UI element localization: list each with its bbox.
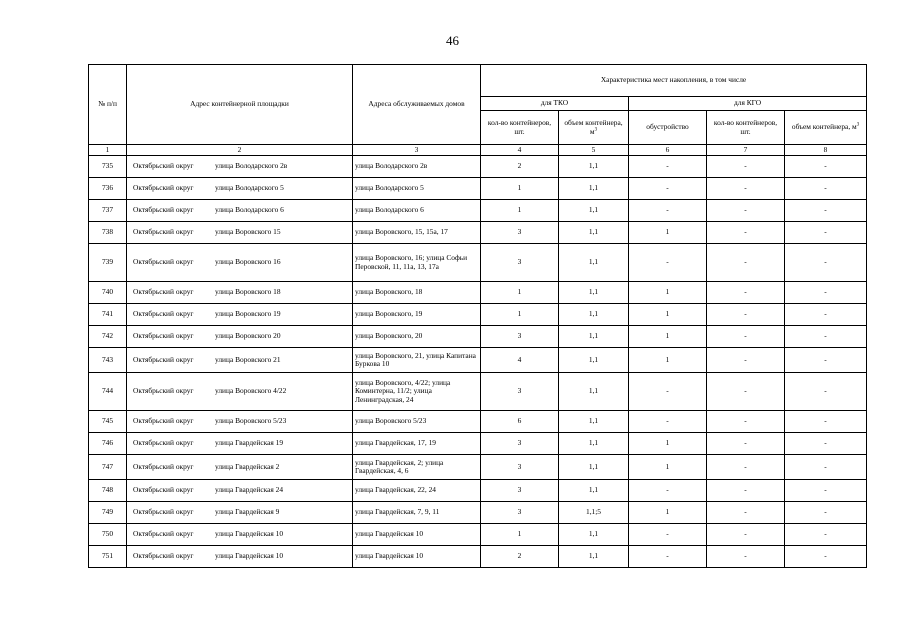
kgo-facility-cell: - — [629, 480, 707, 502]
kgo-volume-cell: - — [785, 156, 867, 178]
site-address-cell — [127, 455, 353, 480]
row-number-cell: 750 — [89, 524, 127, 546]
kgo-facility-cell: - — [629, 546, 707, 568]
row-number-cell: 749 — [89, 502, 127, 524]
district-label: Октябрьский округ — [133, 438, 194, 448]
row-number-cell: 742 — [89, 326, 127, 348]
tko-count-cell: 3 — [481, 455, 559, 480]
site-address-cell — [127, 411, 353, 433]
header-characteristics: Характеристика мест накопления, в том числе — [481, 65, 867, 97]
site-address-cell — [127, 373, 353, 411]
kgo-volume-cell: - — [785, 502, 867, 524]
tko-volume-cell: 1,1 — [559, 282, 629, 304]
column-number: 2 — [127, 145, 353, 156]
kgo-count-cell: - — [707, 524, 785, 546]
served-houses-cell: улица Воровского, 16; улица Софьи Перовской, 11, 11а, 13, 17а — [353, 244, 481, 282]
column-number: 5 — [559, 145, 629, 156]
kgo-count-cell: - — [707, 373, 785, 411]
site-street: улица Володарского 6 — [215, 205, 284, 215]
kgo-count-cell: - — [707, 480, 785, 502]
site-address-cell — [127, 524, 353, 546]
served-houses-cell: улица Гвардейская, 22, 24 — [353, 480, 481, 502]
header-site-address: Адрес контейнерной площадки — [127, 65, 353, 145]
row-number-cell: 746 — [89, 433, 127, 455]
cube-superscript: 3 — [856, 122, 860, 128]
row-number-cell: 744 — [89, 373, 127, 411]
district-label: Октябрьский округ — [133, 205, 194, 215]
site-street: улица Воровского 20 — [215, 331, 281, 341]
tko-volume-cell: 1,1 — [559, 455, 629, 480]
district-label: Октябрьский округ — [133, 386, 194, 396]
kgo-volume-cell: - — [785, 244, 867, 282]
header-kgo-count: кол-во контейнеров, шт. — [707, 111, 785, 145]
table-row — [89, 348, 867, 373]
kgo-facility-cell: 1 — [629, 282, 707, 304]
row-number-cell: 748 — [89, 480, 127, 502]
table-row — [89, 433, 867, 455]
column-number: 6 — [629, 145, 707, 156]
kgo-count-cell: - — [707, 200, 785, 222]
page-number: 46 — [446, 33, 459, 48]
kgo-count-cell: - — [707, 348, 785, 373]
site-address-cell — [127, 282, 353, 304]
container-sites-table — [88, 64, 867, 568]
site-street: улица Воровского 15 — [215, 227, 281, 237]
kgo-volume-cell: - — [785, 200, 867, 222]
site-street: улица Воровского 21 — [215, 354, 281, 364]
cube-superscript: 3 — [594, 127, 598, 133]
served-houses-cell: улица Воровского, 21, улица Капитана Буркова 10 — [353, 348, 481, 373]
table-row — [89, 222, 867, 244]
site-address-cell — [127, 200, 353, 222]
kgo-volume-cell: - — [785, 348, 867, 373]
table-row — [89, 546, 867, 568]
served-houses-cell: улица Гвардейская 10 — [353, 546, 481, 568]
tko-volume-cell: 1,1 — [559, 244, 629, 282]
column-number: 8 — [785, 145, 867, 156]
kgo-count-cell: - — [707, 411, 785, 433]
served-houses-cell: улица Воровского, 15, 15а, 17 — [353, 222, 481, 244]
site-address-cell — [127, 178, 353, 200]
header-tko-volume-label: объем контейнера, м — [564, 118, 623, 136]
district-label: Октябрьский округ — [133, 287, 194, 297]
served-houses-cell: улица Володарского 5 — [353, 178, 481, 200]
header-kgo: для КГО — [629, 97, 867, 111]
district-label: Октябрьский округ — [133, 529, 194, 539]
tko-count-cell: 2 — [481, 546, 559, 568]
district-label: Октябрьский округ — [133, 354, 194, 364]
row-number-cell: 745 — [89, 411, 127, 433]
kgo-count-cell: - — [707, 178, 785, 200]
site-address-cell — [127, 546, 353, 568]
site-street: улица Гвардейская 19 — [215, 438, 284, 448]
row-number-cell: 737 — [89, 200, 127, 222]
table-row — [89, 244, 867, 282]
site-street: улица Гвардейская 24 — [215, 485, 284, 495]
header-row-number: № п/п — [89, 65, 127, 145]
header-kgo-volume-label: объем контейнера, м — [791, 122, 857, 132]
tko-volume-cell: 1,1 — [559, 348, 629, 373]
kgo-volume-cell: - — [785, 282, 867, 304]
table-row — [89, 502, 867, 524]
tko-volume-cell: 1,1 — [559, 546, 629, 568]
kgo-facility-cell: 1 — [629, 304, 707, 326]
tko-volume-cell: 1,1 — [559, 373, 629, 411]
tko-volume-cell: 1,1 — [559, 304, 629, 326]
tko-count-cell: 3 — [481, 326, 559, 348]
tko-volume-cell: 1,1 — [559, 480, 629, 502]
site-address-cell — [127, 433, 353, 455]
tko-volume-cell: 1,1 — [559, 524, 629, 546]
tko-volume-cell: 1,1 — [559, 178, 629, 200]
site-street: улица Воровского 5/23 — [215, 416, 287, 426]
row-number-cell: 747 — [89, 455, 127, 480]
kgo-facility-cell: 1 — [629, 433, 707, 455]
table-row — [89, 411, 867, 433]
kgo-facility-cell: 1 — [629, 502, 707, 524]
kgo-count-cell: - — [707, 156, 785, 178]
kgo-count-cell: - — [707, 433, 785, 455]
tko-volume-cell: 1,1 — [559, 200, 629, 222]
kgo-facility-cell: 1 — [629, 348, 707, 373]
header-served-houses: Адреса обслуживаемых домов — [353, 65, 481, 145]
table-row — [89, 156, 867, 178]
table-body — [89, 156, 867, 568]
site-address-cell — [127, 304, 353, 326]
kgo-facility-cell: - — [629, 373, 707, 411]
district-label: Октябрьский округ — [133, 416, 194, 426]
column-number: 7 — [707, 145, 785, 156]
kgo-volume-cell: - — [785, 433, 867, 455]
served-houses-cell: улица Воровского, 4/22; улица Коминтерна, 11/2; улица Ленинградская, 24 — [353, 373, 481, 411]
tko-count-cell: 3 — [481, 373, 559, 411]
table-row — [89, 282, 867, 304]
kgo-facility-cell: - — [629, 411, 707, 433]
row-number-cell: 736 — [89, 178, 127, 200]
district-label: Октябрьский округ — [133, 331, 194, 341]
tko-volume-cell: 1,1 — [559, 433, 629, 455]
header-tko: для ТКО — [481, 97, 629, 111]
site-address-cell — [127, 244, 353, 282]
served-houses-cell: улица Воровского, 20 — [353, 326, 481, 348]
served-houses-cell: улица Володарского 6 — [353, 200, 481, 222]
tko-volume-cell: 1,1;5 — [559, 502, 629, 524]
tko-count-cell: 3 — [481, 222, 559, 244]
served-houses-cell: улица Гвардейская, 2; улица Гвардейская, 4, 6 — [353, 455, 481, 480]
header-tko-count: кол-во контейнеров, шт. — [481, 111, 559, 145]
tko-count-cell: 1 — [481, 178, 559, 200]
header-tko-volume — [559, 111, 629, 145]
kgo-count-cell: - — [707, 502, 785, 524]
tko-count-cell: 3 — [481, 502, 559, 524]
kgo-volume-cell: - — [785, 480, 867, 502]
kgo-facility-cell: - — [629, 156, 707, 178]
site-street: улица Гвардейская 9 — [215, 507, 280, 517]
site-street: улица Гвардейская 2 — [215, 461, 280, 471]
district-label: Октябрьский округ — [133, 161, 194, 171]
row-number-cell: 739 — [89, 244, 127, 282]
header-kgo-volume — [785, 111, 867, 145]
kgo-volume-cell: - — [785, 326, 867, 348]
table-row — [89, 326, 867, 348]
site-address-cell — [127, 326, 353, 348]
column-number: 4 — [481, 145, 559, 156]
kgo-facility-cell: - — [629, 178, 707, 200]
served-houses-cell: улица Воровского 5/23 — [353, 411, 481, 433]
district-label: Октябрьский округ — [133, 485, 194, 495]
served-houses-cell: улица Воровского, 18 — [353, 282, 481, 304]
served-houses-cell: улица Гвардейская 10 — [353, 524, 481, 546]
site-address-cell — [127, 348, 353, 373]
table-row — [89, 373, 867, 411]
served-houses-cell: улица Воровского, 19 — [353, 304, 481, 326]
kgo-count-cell: - — [707, 326, 785, 348]
kgo-count-cell: - — [707, 546, 785, 568]
site-street: улица Воровского 18 — [215, 287, 281, 297]
tko-count-cell: 1 — [481, 524, 559, 546]
tko-count-cell: 3 — [481, 480, 559, 502]
kgo-facility-cell: 1 — [629, 326, 707, 348]
site-address-cell — [127, 156, 353, 178]
column-number: 1 — [89, 145, 127, 156]
district-label: Октябрьский округ — [133, 183, 194, 193]
tko-count-cell: 1 — [481, 304, 559, 326]
kgo-facility-cell: - — [629, 200, 707, 222]
tko-count-cell: 3 — [481, 244, 559, 282]
kgo-facility-cell: - — [629, 244, 707, 282]
kgo-volume-cell: - — [785, 524, 867, 546]
table-row — [89, 200, 867, 222]
site-address-cell — [127, 480, 353, 502]
kgo-volume-cell: - — [785, 178, 867, 200]
served-houses-cell: улица Володарского 2в — [353, 156, 481, 178]
kgo-volume-cell: - — [785, 373, 867, 411]
kgo-facility-cell: 1 — [629, 455, 707, 480]
table-row — [89, 455, 867, 480]
site-street: улица Гвардейская 10 — [215, 529, 284, 539]
kgo-volume-cell: - — [785, 455, 867, 480]
kgo-volume-cell: - — [785, 304, 867, 326]
tko-volume-cell: 1,1 — [559, 222, 629, 244]
site-street: улица Воровского 4/22 — [215, 386, 287, 396]
kgo-count-cell: - — [707, 304, 785, 326]
row-number-cell: 741 — [89, 304, 127, 326]
tko-count-cell: 3 — [481, 433, 559, 455]
district-label: Октябрьский округ — [133, 551, 194, 561]
row-number-cell: 743 — [89, 348, 127, 373]
kgo-facility-cell: 1 — [629, 222, 707, 244]
site-street: улица Воровского 19 — [215, 309, 281, 319]
district-label: Октябрьский округ — [133, 227, 194, 237]
kgo-count-cell: - — [707, 222, 785, 244]
site-street: улица Воровского 16 — [215, 257, 281, 267]
district-label: Октябрьский округ — [133, 309, 194, 319]
table-row — [89, 178, 867, 200]
site-address-cell — [127, 222, 353, 244]
tko-volume-cell: 1,1 — [559, 156, 629, 178]
table-row — [89, 480, 867, 502]
district-label: Октябрьский округ — [133, 257, 194, 267]
tko-volume-cell: 1,1 — [559, 411, 629, 433]
district-label: Октябрьский округ — [133, 507, 194, 517]
kgo-count-cell: - — [707, 455, 785, 480]
kgo-volume-cell: - — [785, 411, 867, 433]
site-address-cell — [127, 502, 353, 524]
served-houses-cell: улица Гвардейская, 17, 19 — [353, 433, 481, 455]
site-street: улица Гвардейская 10 — [215, 551, 284, 561]
served-houses-cell: улица Гвардейская, 7, 9, 11 — [353, 502, 481, 524]
kgo-volume-cell: - — [785, 546, 867, 568]
site-street: улица Володарского 2в — [215, 161, 288, 171]
row-number-cell: 738 — [89, 222, 127, 244]
kgo-count-cell: - — [707, 282, 785, 304]
tko-count-cell: 1 — [481, 282, 559, 304]
tko-count-cell: 2 — [481, 156, 559, 178]
table-row — [89, 304, 867, 326]
column-number: 3 — [353, 145, 481, 156]
table-row — [89, 524, 867, 546]
kgo-facility-cell: - — [629, 524, 707, 546]
district-label: Октябрьский округ — [133, 461, 194, 471]
tko-count-cell: 6 — [481, 411, 559, 433]
header-kgo-facility: обустройство — [629, 111, 707, 145]
tko-count-cell: 4 — [481, 348, 559, 373]
table-header — [89, 65, 867, 156]
row-number-cell: 740 — [89, 282, 127, 304]
kgo-count-cell: - — [707, 244, 785, 282]
site-street: улица Володарского 5 — [215, 183, 284, 193]
tko-volume-cell: 1,1 — [559, 326, 629, 348]
tko-count-cell: 1 — [481, 200, 559, 222]
row-number-cell: 735 — [89, 156, 127, 178]
row-number-cell: 751 — [89, 546, 127, 568]
kgo-volume-cell: - — [785, 222, 867, 244]
